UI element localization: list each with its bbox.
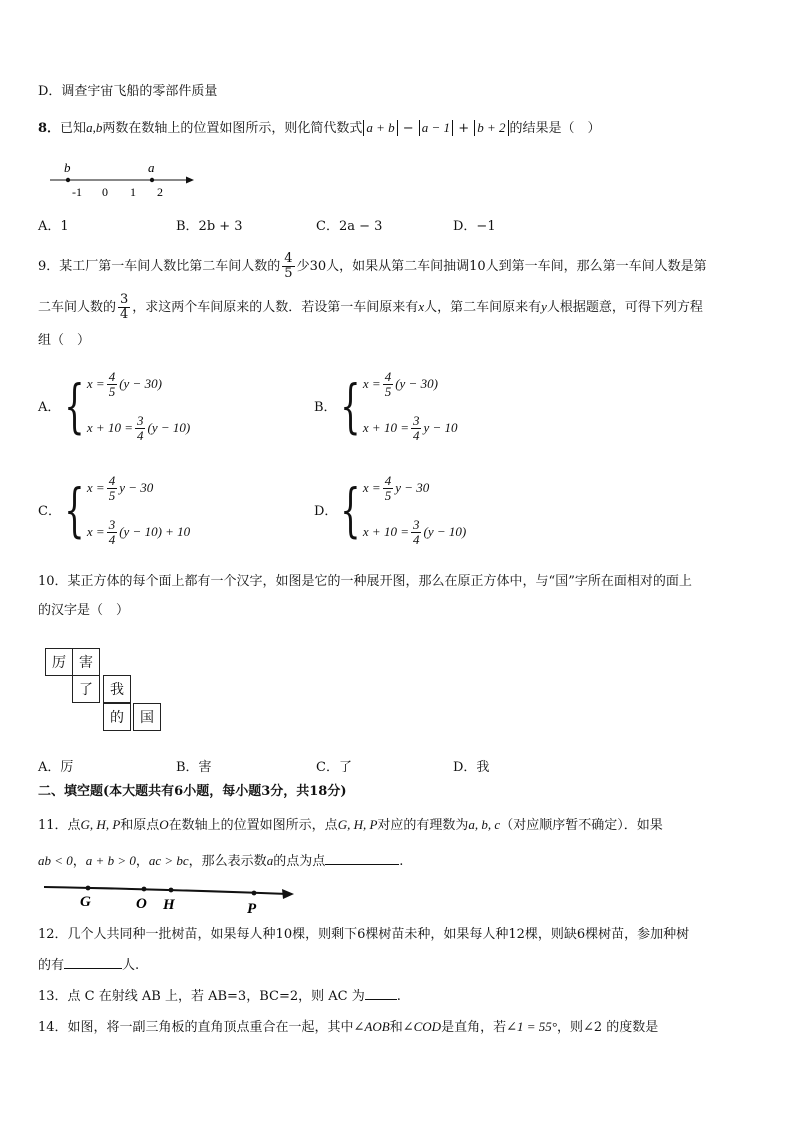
q12-post: 人. bbox=[122, 958, 140, 973]
q14-angle-cod: ∠COD bbox=[402, 1019, 442, 1034]
q12-line2 bbox=[38, 956, 139, 976]
q8-post: 的结果是（ ） bbox=[509, 121, 601, 136]
q12-answer-blank[interactable] bbox=[64, 968, 122, 969]
q11-pre: 11．点 bbox=[38, 818, 81, 833]
q9-option-b-label: B． bbox=[314, 400, 337, 415]
eq1-left: x = bbox=[362, 480, 381, 495]
frac-den: 4 bbox=[120, 307, 129, 322]
net-cell-de: 的 bbox=[103, 703, 131, 731]
frac-num: 4 bbox=[108, 472, 116, 488]
q10-line1: 10．某正方体的每个面上都有一个汉字，如图是它的一种展开图，那么在原正方体中，与“国”字所在面相对的面上 bbox=[38, 574, 692, 589]
q7-option-d: D．调查宇宙飞船的零部件质量 bbox=[38, 84, 218, 99]
frac-num: 3 bbox=[412, 412, 420, 428]
q8-tick-1: 1 bbox=[130, 185, 136, 199]
q8-label-b: b bbox=[64, 160, 71, 175]
q8-axis-arrow bbox=[186, 177, 194, 184]
frac-den: 5 bbox=[384, 487, 392, 503]
q11-post: （对应顺序暂不确定）．如果 bbox=[500, 818, 663, 833]
q8-pre: 已知 bbox=[60, 121, 87, 136]
q9-l2-pre: 二车间人数的 bbox=[38, 300, 117, 315]
frac-den: 5 bbox=[108, 383, 116, 399]
q11-point-g bbox=[86, 886, 91, 891]
q13-post: . bbox=[396, 989, 401, 1004]
q11-cond3: ac > bc bbox=[148, 853, 189, 868]
q8-tick-2: 2 bbox=[157, 185, 163, 199]
q8-option-a: A．1 bbox=[38, 219, 69, 234]
frac-den: 4 bbox=[412, 427, 420, 443]
brace-icon: { bbox=[340, 476, 361, 544]
q10-option-d: D．我 bbox=[453, 760, 490, 775]
brace-icon: { bbox=[340, 372, 361, 440]
section-2-heading: 二、填空题(本大题共有6小题，每小题3分，共18分) bbox=[38, 784, 347, 799]
frac-num: 3 bbox=[120, 292, 129, 307]
q9-frac-3-4 bbox=[118, 293, 130, 322]
frac-den: 5 bbox=[384, 383, 392, 399]
q8-option-c: C．2a − 3 bbox=[316, 219, 383, 234]
q8-stem bbox=[38, 118, 601, 139]
q8-abs2: a − 1 bbox=[419, 120, 453, 136]
q10-option-a: A．厉 bbox=[38, 760, 74, 775]
q8-vars: a,b bbox=[86, 120, 103, 135]
q9-option-a-label: A． bbox=[38, 400, 61, 415]
eq1-left: x = bbox=[362, 376, 381, 391]
frac-den: 4 bbox=[136, 427, 144, 443]
q13-pre: 13．点 C 在射线 AB 上，若 AB=3，BC=2，则 AC 为 bbox=[38, 989, 365, 1004]
q11-label-h: H bbox=[163, 897, 175, 913]
eq1-left: x = bbox=[86, 376, 105, 391]
eq1-right: y − 30 bbox=[395, 480, 430, 495]
frac-den: 4 bbox=[412, 531, 420, 547]
q14-and: 和 bbox=[389, 1020, 403, 1035]
eq1-right: (y − 30) bbox=[395, 376, 438, 391]
q11-var-a: a bbox=[266, 853, 274, 868]
q11-axis-arrow bbox=[282, 889, 294, 899]
frac-3-4 bbox=[411, 414, 422, 443]
frac-num: 3 bbox=[108, 516, 116, 532]
q9-line1 bbox=[38, 250, 707, 284]
q9-l2-post: 人根据题意，可得下列方程 bbox=[546, 300, 703, 315]
q9-var-y: y bbox=[541, 299, 547, 314]
frac-den: 5 bbox=[108, 487, 116, 503]
frac-num: 4 bbox=[284, 251, 293, 266]
eq1-left: x = bbox=[86, 480, 105, 495]
frac-4-5 bbox=[383, 474, 394, 503]
q11-mid2: 在数轴上的位置如图所示，点 bbox=[168, 818, 338, 833]
q9-line2 bbox=[38, 290, 703, 325]
q8-plus: + bbox=[454, 121, 474, 136]
q11-axis-line bbox=[44, 887, 288, 894]
q8-abs1: a + b bbox=[363, 120, 397, 136]
eq2-left: x + 10 = bbox=[362, 524, 409, 539]
q14-angle-1: ∠1 = 55° bbox=[506, 1019, 557, 1034]
q14-angle-aob: ∠AOB bbox=[353, 1019, 390, 1034]
frac-3-4 bbox=[107, 518, 118, 547]
q9-option-c-label: C． bbox=[38, 504, 61, 519]
frac-num: 4 bbox=[384, 368, 392, 384]
eq2-left: x = bbox=[86, 524, 105, 539]
q9-option-a-system bbox=[56, 366, 190, 446]
q11-label-p: P bbox=[247, 901, 257, 916]
q11-pts2: G, H, P bbox=[337, 817, 378, 832]
q8-point-a bbox=[150, 178, 154, 182]
q8-tick-neg1: -1 bbox=[72, 185, 82, 199]
q14-post: ，则∠2 的度数是 bbox=[556, 1020, 659, 1035]
q14-pre: 14．如图，将一副三角板的直角顶点重合在一起，其中 bbox=[38, 1020, 354, 1035]
q9-l1-pre: 9．某工厂第一车间人数比第二车间人数的 bbox=[38, 259, 281, 274]
frac-num: 3 bbox=[412, 516, 420, 532]
q8-minus: − bbox=[398, 121, 418, 136]
eq2-left: x + 10 = bbox=[362, 420, 409, 435]
q9-var-x: x bbox=[418, 299, 425, 314]
q8-mid: 两数在数轴上的位置如图所示，则化简代数式 bbox=[102, 121, 363, 136]
q8-number: 8． bbox=[38, 121, 61, 136]
net-cell-le: 了 bbox=[72, 675, 100, 703]
q11-cond2: a + b > 0 bbox=[85, 853, 136, 868]
q8-label-a: a bbox=[148, 160, 155, 175]
frac-3-4 bbox=[411, 518, 422, 547]
q11-cond1: ab < 0 bbox=[38, 853, 73, 868]
q9-l1-post: 少30人，如果从第二车间抽调10人到第一车间，那么第一车间人数是第 bbox=[296, 259, 707, 274]
q8-point-b bbox=[66, 178, 70, 182]
q11-abc: a, b, c bbox=[468, 817, 501, 832]
q11-point-p bbox=[252, 891, 257, 896]
q11-mid: 和原点 bbox=[120, 818, 160, 833]
q8-tick-0: 0 bbox=[102, 185, 108, 199]
q11-l2-post: 的点为点 bbox=[273, 854, 326, 869]
net-cell-wo: 我 bbox=[103, 675, 131, 703]
q8-option-d: D．−1 bbox=[453, 219, 496, 234]
eq1-right: (y − 30) bbox=[119, 376, 162, 391]
q9-l2-mid2: 人，第二车间原来有 bbox=[424, 300, 542, 315]
q8-abs3: b + 2 bbox=[474, 120, 508, 136]
q11-line1 bbox=[38, 815, 663, 836]
q11-answer-blank[interactable] bbox=[325, 864, 399, 865]
eq1-right: y − 30 bbox=[119, 480, 154, 495]
q11-number-line bbox=[36, 880, 296, 916]
frac-3-4 bbox=[135, 414, 146, 443]
frac-den: 4 bbox=[108, 531, 116, 547]
q9-option-c-system bbox=[56, 470, 190, 550]
brace-icon: { bbox=[64, 372, 85, 440]
eq2-right: (y − 10) + 10 bbox=[119, 524, 191, 539]
q11-label-o: O bbox=[136, 896, 147, 912]
frac-num: 3 bbox=[136, 412, 144, 428]
q13-answer-blank[interactable] bbox=[365, 999, 397, 1000]
q9-option-d-label: D． bbox=[314, 504, 338, 519]
brace-icon: { bbox=[64, 476, 85, 544]
frac-num: 4 bbox=[108, 368, 116, 384]
eq2-right: (y − 10) bbox=[147, 420, 191, 435]
eq2-left: x + 10 = bbox=[86, 420, 133, 435]
q13-line bbox=[38, 987, 401, 1007]
frac-den: 5 bbox=[284, 266, 293, 281]
frac-num: 4 bbox=[384, 472, 392, 488]
q9-option-d-system bbox=[332, 470, 466, 550]
eq2-right: (y − 10) bbox=[423, 524, 467, 539]
q9-option-b-system bbox=[332, 366, 458, 446]
q11-l2-mid: ，那么表示数 bbox=[188, 854, 267, 869]
q11-origin: O bbox=[159, 817, 169, 832]
net-cell-hai: 害 bbox=[72, 648, 100, 676]
q12-pre: 的有 bbox=[38, 958, 65, 973]
frac-4-5 bbox=[107, 474, 118, 503]
q14-mid: 是直角，若 bbox=[441, 1020, 507, 1035]
q10-line2: 的汉字是（ ） bbox=[38, 603, 130, 618]
q8-option-b: B．2b + 3 bbox=[176, 219, 243, 234]
eq2-right: y − 10 bbox=[423, 420, 458, 435]
q11-point-h bbox=[169, 888, 174, 893]
q9-line3: 组（ ） bbox=[38, 333, 91, 348]
q12-line1: 12．几个人共同种一批树苗，如果每人种10棵，则剩下6棵树苗未种，如果每人种12棵，则缺6棵树苗，参加种树 bbox=[38, 927, 690, 942]
net-cell-li: 厉 bbox=[45, 648, 73, 676]
frac-4-5 bbox=[383, 370, 394, 399]
q10-option-b: B．害 bbox=[176, 760, 212, 775]
q11-pts: G, H, P bbox=[80, 817, 121, 832]
q10-option-c: C．了 bbox=[316, 760, 352, 775]
q9-frac-4-5 bbox=[282, 252, 294, 281]
q14-line bbox=[38, 1017, 658, 1038]
net-cell-guo: 国 bbox=[133, 703, 161, 731]
q11-mid3: 对应的有理数为 bbox=[377, 818, 469, 833]
frac-4-5 bbox=[107, 370, 118, 399]
q11-point-o bbox=[142, 887, 147, 892]
q9-l2-mid: ，求这两个车间原来的人数．若设第一车间原来有 bbox=[132, 300, 419, 315]
q11-line2: ab < 0，a + b > 0，ac > bc，那么表示数a的点为点 . bbox=[38, 853, 404, 869]
q11-label-g: G bbox=[80, 894, 91, 910]
q8-number-line bbox=[44, 156, 204, 200]
